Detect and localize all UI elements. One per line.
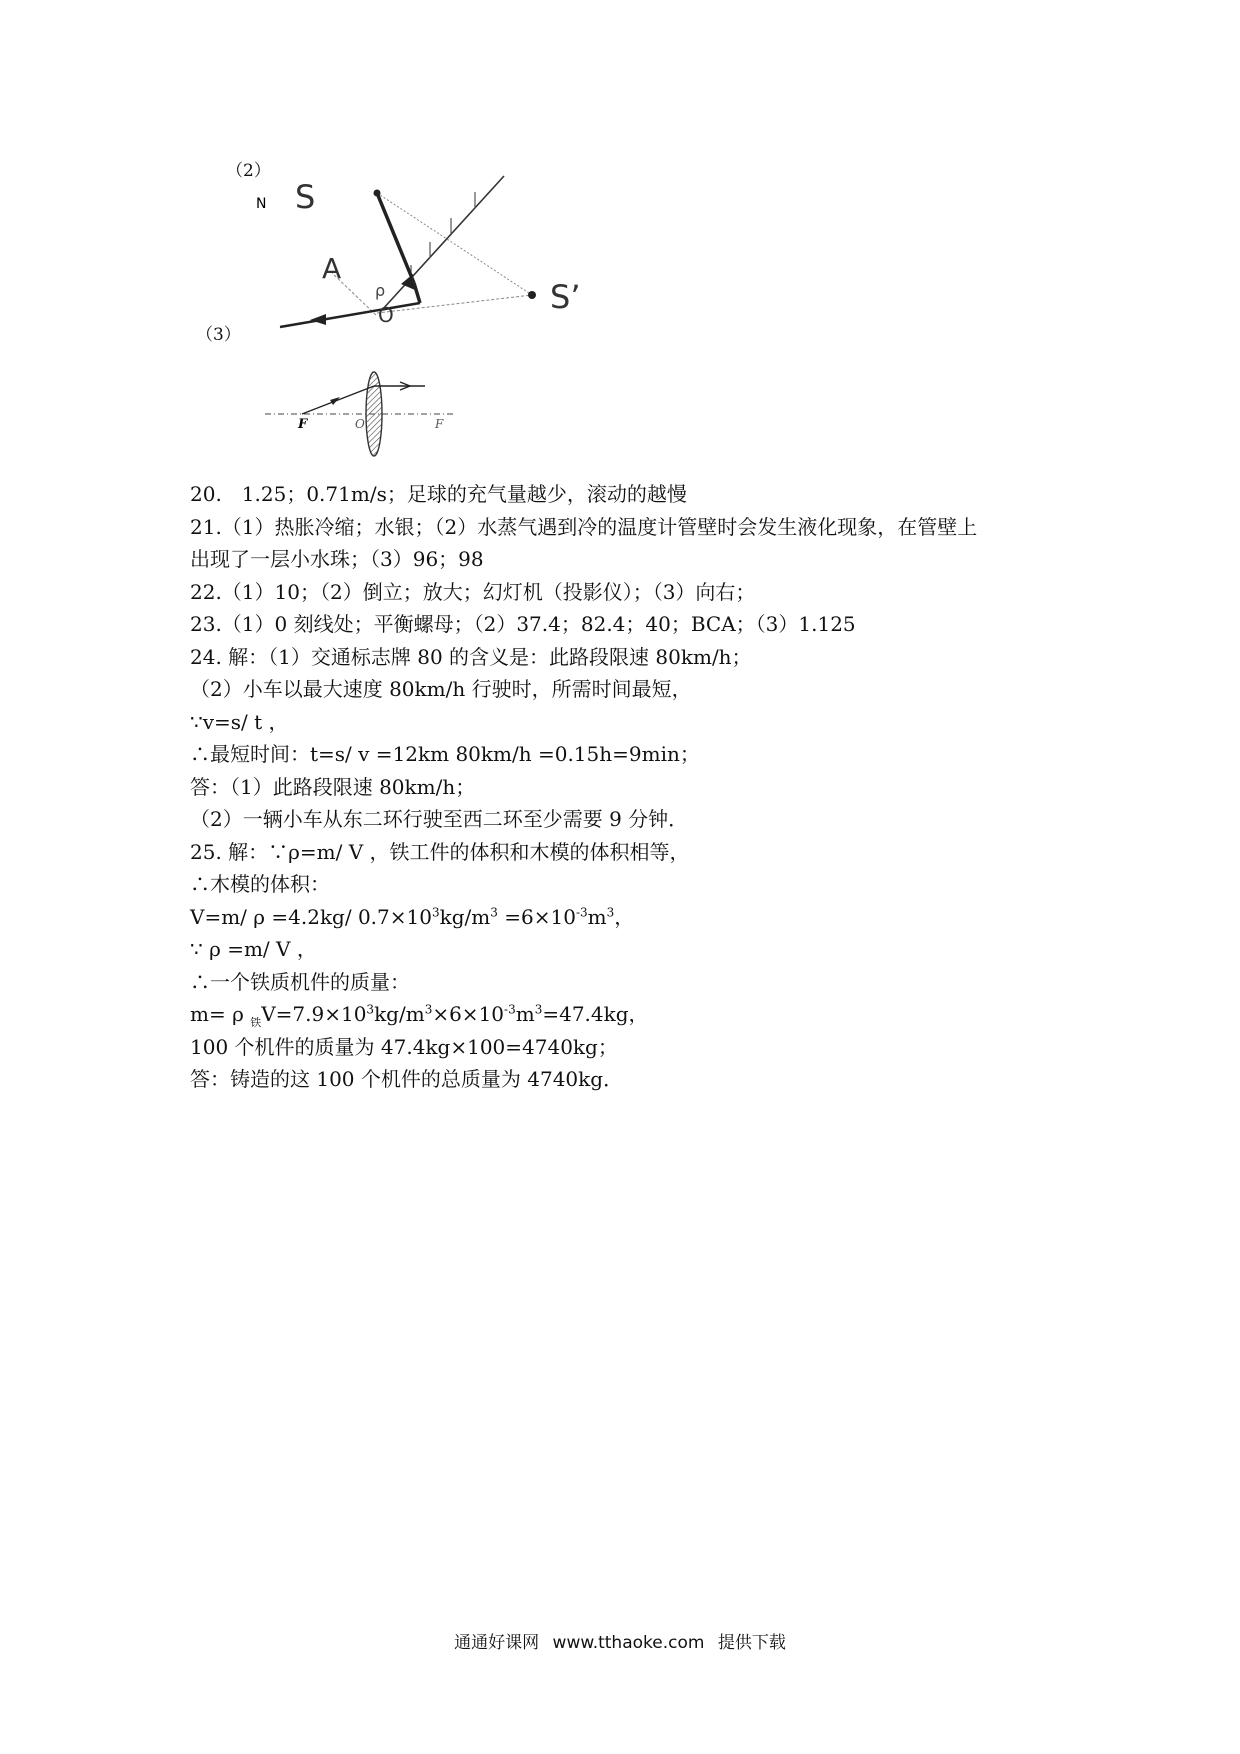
answer-24-line-4: ∴最短时间：t=s/ v =12km 80km/h =0.15h=9min；: [190, 742, 700, 766]
incident-ray: [302, 386, 374, 414]
answer-25-line-6: m= ρ $_铁V=7.9\times 10^3kg/m^3\times 6\times 10^{-3}m^3=47.4kg$，: [190, 1002, 649, 1029]
answer-20: 20. 1.25；0.71m/s；足球的充气量越少，滚动的越慢: [190, 482, 687, 506]
answer-25-line-4: ∵ ρ =m/ V ，: [190, 937, 317, 961]
answer-25-line-3: V=m/ ρ =4.2kg/ $0.7\times 10^3kg/m^3 =6\times 10^{-3}m^3$，: [190, 904, 635, 929]
reflected-ray-extension: [377, 295, 532, 313]
focus-left-label: F: [298, 417, 308, 432]
answer-21-line-2: 出现了一层小水珠；（3）96；98: [190, 547, 484, 571]
part-3-label: （3）: [196, 325, 241, 345]
incident-ray-end: [414, 283, 420, 303]
reflected-arrowhead: [310, 314, 326, 325]
incident-arrowhead: [330, 397, 340, 405]
reflected-ray: [280, 303, 420, 327]
image-label: S’: [550, 278, 581, 316]
lens-diagram: [260, 370, 470, 462]
reflection-diagram: [256, 170, 630, 335]
mirror-hatching: [411, 192, 475, 279]
incident-ray: [377, 193, 414, 283]
answer-24-line-6: （2）一辆小车从东二环行驶至西二环至少需要 9 分钟．: [190, 807, 689, 831]
point-o-label: O: [378, 303, 394, 327]
answer-23: 23.（1）0 刻线处；平衡螺母；（2）37.4；82.4；40；BCA；（3）1.125: [190, 612, 856, 636]
answer-25-line-5: ∴一个铁质机件的质量：: [190, 969, 410, 994]
answer-24-line-2: （2）小车以最大速度 80km/h 行驶时，所需时间最短，: [190, 677, 692, 701]
mirror-line: [382, 176, 504, 310]
answer-21-line-1: 21.（1）热胀冷缩；水银；（2）水蒸气遇到冷的温度计管壁时会发生液化现象，在管壁上: [190, 514, 978, 539]
page-footer: [0, 1628, 1240, 1653]
answer-25-line-1: 25. 解：∵ρ=m/ V ，铁工件的体积和木模的体积相等，: [190, 839, 690, 864]
angle-mark: ρ: [375, 281, 386, 300]
answer-24-line-3: ∵v=s/ t ，: [190, 709, 289, 734]
answer-24-line-1: 24. 解：（1）交通标志牌 80 的含义是：此路段限速 80km/h；: [190, 644, 752, 669]
source-point: [374, 190, 381, 197]
point-a-label: A: [322, 252, 342, 285]
focus-right-label: F: [435, 417, 444, 431]
answer-25-line-2: ∴木模的体积：: [190, 872, 330, 896]
answer-25-line-7: 100 个机件的质量为 47.4kg×100=4740kg；: [190, 1034, 618, 1059]
footer-site-name: 通通好课网: [454, 1633, 540, 1653]
source-label: S: [295, 178, 316, 216]
lens-center-label: O: [355, 417, 365, 431]
image-point: [528, 291, 536, 299]
footer-url[interactable]: www.tthaoke.com: [552, 1633, 705, 1653]
answer-22: 22.（1）10；（2）倒立；放大；幻灯机（投影仪）；（3）向右；: [190, 579, 756, 604]
normal-label: N: [256, 196, 267, 212]
part-2-label: （2）: [226, 161, 271, 181]
answer-25-line-8: 答：铸造的这 100 个机件的总质量为 4740kg．: [190, 1067, 624, 1091]
source-image-connector: [377, 193, 532, 295]
answer-24-line-5: 答：（1）此路段限速 80km/h；: [190, 774, 476, 799]
answer-block: [190, 478, 1070, 1096]
footer-suffix: 提供下载: [717, 1633, 786, 1653]
convex-lens: [366, 372, 382, 456]
